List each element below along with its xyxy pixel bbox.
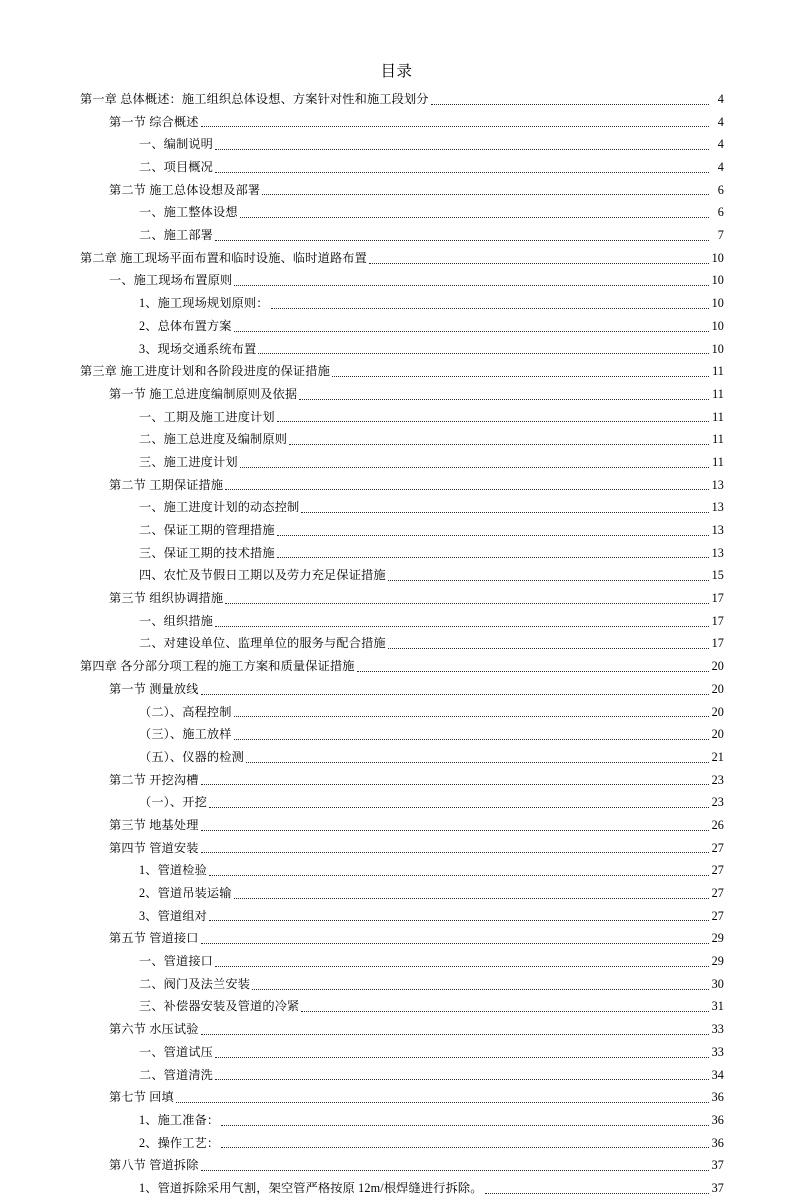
toc-entry[interactable] bbox=[80, 406, 724, 429]
toc-entry-label: 二、施工部署 bbox=[139, 228, 214, 243]
toc-leader-dots bbox=[215, 1064, 709, 1087]
toc-entry-label: 第一节 综合概述 bbox=[109, 114, 199, 129]
toc-entry[interactable] bbox=[80, 564, 724, 587]
toc-entry-label: 三、保证工期的技术措施 bbox=[139, 545, 275, 560]
toc-leader-dots bbox=[388, 564, 709, 587]
toc-entry-page-number: 20 bbox=[711, 659, 724, 674]
toc-entry-label: 第三节 地基处理 bbox=[109, 817, 199, 832]
toc-entry-page-number: 13 bbox=[711, 477, 724, 492]
toc-entry-page-number: 34 bbox=[711, 1067, 724, 1082]
toc-entry[interactable] bbox=[80, 315, 724, 338]
toc-entry-label: 第一章 总体概述：施工组织总体设想、方案针对性和施工段划分 bbox=[80, 91, 429, 106]
toc-entry-page-number: 33 bbox=[711, 1022, 724, 1037]
toc-leader-dots bbox=[215, 133, 709, 156]
toc-entry-label: 一、工期及施工进度计划 bbox=[139, 409, 275, 424]
toc-entry-label: 一、管道试压 bbox=[139, 1044, 214, 1059]
toc-entry-page-number: 20 bbox=[711, 704, 724, 719]
toc-entry[interactable] bbox=[80, 111, 724, 134]
toc-entry-page-number: 37 bbox=[711, 1158, 724, 1173]
toc-entry-label: 第六节 水压试验 bbox=[109, 1022, 199, 1037]
toc-entry[interactable] bbox=[80, 837, 724, 860]
toc-leader-dots bbox=[215, 610, 709, 633]
toc-entry[interactable] bbox=[80, 1109, 724, 1132]
toc-entry-page-number: 10 bbox=[711, 273, 724, 288]
toc-entry-label: （五）、仪器的检测 bbox=[139, 749, 244, 764]
toc-leader-dots bbox=[234, 882, 709, 905]
toc-entry[interactable] bbox=[80, 882, 724, 905]
toc-entry-page-number: 37 bbox=[711, 1180, 724, 1195]
toc-entry[interactable] bbox=[80, 723, 724, 746]
toc-leader-dots bbox=[234, 315, 709, 338]
toc-leader-dots bbox=[485, 1177, 709, 1200]
toc-leader-dots bbox=[240, 451, 709, 474]
toc-entry-page-number: 13 bbox=[711, 545, 724, 560]
toc-entry-page-number: 20 bbox=[711, 727, 724, 742]
toc-entry-label: 二、施工总进度及编制原则 bbox=[139, 432, 288, 447]
toc-entry[interactable] bbox=[80, 383, 724, 406]
toc-leader-dots bbox=[262, 179, 709, 202]
toc-entry-label: 第四章 各分部分项工程的施工方案和质量保证措施 bbox=[80, 659, 355, 674]
toc-entry-label: 3、现场交通系统布置 bbox=[139, 341, 257, 356]
toc-entry-page-number: 31 bbox=[711, 999, 724, 1014]
toc-entry-page-number: 27 bbox=[711, 908, 724, 923]
toc-leader-dots bbox=[201, 837, 709, 860]
toc-entry[interactable] bbox=[80, 133, 724, 156]
toc-entry-page-number: 29 bbox=[711, 954, 724, 969]
toc-entry[interactable] bbox=[80, 496, 724, 519]
toc-leader-dots bbox=[299, 383, 709, 406]
toc-leader-dots bbox=[388, 633, 709, 656]
toc-entry[interactable] bbox=[80, 1018, 724, 1041]
toc-entry-label: 二、保证工期的管理措施 bbox=[139, 523, 275, 538]
toc-entry-page-number: 11 bbox=[712, 364, 724, 379]
toc-entry[interactable] bbox=[80, 1086, 724, 1109]
toc-entry-page-number: 4 bbox=[717, 91, 724, 106]
toc-entry-page-number: 20 bbox=[711, 681, 724, 696]
toc-entry-label: （二）、高程控制 bbox=[139, 704, 232, 719]
toc-entry-label: 第四节 管道安装 bbox=[109, 840, 199, 855]
toc-entry-label: 第二章 施工现场平面布置和临时设施、临时道路布置 bbox=[80, 250, 367, 265]
toc-entry-page-number: 23 bbox=[711, 772, 724, 787]
toc-leader-dots bbox=[201, 769, 709, 792]
toc-entry-page-number: 27 bbox=[711, 886, 724, 901]
toc-entry-page-number: 4 bbox=[717, 160, 724, 175]
toc-entry-label: 二、项目概况 bbox=[139, 160, 214, 175]
toc-entry[interactable] bbox=[80, 519, 724, 542]
toc-entry-label: 一、组织措施 bbox=[139, 613, 214, 628]
toc-entry[interactable] bbox=[80, 1064, 724, 1087]
toc-entry-page-number: 7 bbox=[717, 228, 724, 243]
toc-leader-dots bbox=[332, 360, 709, 383]
toc-entry-page-number: 4 bbox=[717, 114, 724, 129]
toc-entry-label: 一、施工整体设想 bbox=[139, 205, 238, 220]
toc-leader-dots bbox=[225, 587, 709, 610]
toc-entry-label: 第二节 工期保证措施 bbox=[109, 477, 224, 492]
toc-entry-page-number: 29 bbox=[711, 931, 724, 946]
toc-entry-label: 2、操作工艺： bbox=[139, 1135, 220, 1150]
toc-leader-dots bbox=[431, 88, 709, 111]
toc-entry-label: 一、编制说明 bbox=[139, 137, 214, 152]
toc-entry-page-number: 27 bbox=[711, 840, 724, 855]
toc-leader-dots bbox=[201, 1018, 709, 1041]
toc-leader-dots bbox=[277, 519, 709, 542]
toc-entry-page-number: 23 bbox=[711, 795, 724, 810]
toc-entry[interactable] bbox=[80, 292, 724, 315]
toc-leader-dots bbox=[209, 791, 709, 814]
toc-leader-dots bbox=[289, 428, 709, 451]
toc-entry-label: 三、补偿器安装及管道的冷紧 bbox=[139, 999, 300, 1014]
toc-leader-dots bbox=[201, 1154, 709, 1177]
toc-entry-page-number: 26 bbox=[711, 817, 724, 832]
toc-entry[interactable] bbox=[80, 950, 724, 973]
toc-leader-dots bbox=[246, 746, 709, 769]
toc-entry[interactable] bbox=[80, 270, 724, 293]
toc-entry-label: 一、施工现场布置原则 bbox=[109, 273, 233, 288]
toc-entry-page-number: 17 bbox=[711, 591, 724, 606]
toc-entry[interactable] bbox=[80, 905, 724, 928]
table-of-contents bbox=[80, 88, 724, 1200]
page-title: 目录 bbox=[380, 63, 413, 80]
toc-entry[interactable] bbox=[80, 156, 724, 179]
toc-entry[interactable] bbox=[80, 88, 724, 111]
toc-entry-page-number: 11 bbox=[712, 432, 724, 447]
toc-entry-label: 二、对建设单位、监理单位的服务与配合措施 bbox=[139, 636, 386, 651]
toc-entry-label: 第一节 施工总进度编制原则及依据 bbox=[109, 386, 298, 401]
toc-entry[interactable] bbox=[80, 201, 724, 224]
toc-entry-label: 2、总体布置方案 bbox=[139, 318, 232, 333]
toc-leader-dots bbox=[234, 701, 709, 724]
toc-leader-dots bbox=[209, 859, 709, 882]
toc-entry[interactable] bbox=[80, 1154, 724, 1177]
toc-entry-page-number: 21 bbox=[711, 749, 724, 764]
toc-entry[interactable] bbox=[80, 678, 724, 701]
toc-entry-label: 1、施工现场规划原则： bbox=[139, 296, 269, 311]
toc-entry[interactable] bbox=[80, 1041, 724, 1064]
toc-entry-page-number: 36 bbox=[711, 1090, 724, 1105]
toc-entry[interactable] bbox=[80, 1132, 724, 1155]
toc-entry[interactable] bbox=[80, 179, 724, 202]
toc-leader-dots bbox=[234, 723, 709, 746]
toc-entry-label: 二、管道清洗 bbox=[139, 1067, 214, 1082]
toc-entry[interactable] bbox=[80, 338, 724, 361]
toc-leader-dots bbox=[221, 1132, 709, 1155]
toc-entry[interactable] bbox=[80, 859, 724, 882]
toc-entry-label: 第三节 组织协调措施 bbox=[109, 591, 224, 606]
toc-entry[interactable] bbox=[80, 973, 724, 996]
toc-entry-page-number: 11 bbox=[712, 454, 724, 469]
toc-entry[interactable] bbox=[80, 474, 724, 497]
toc-entry-label: 2、管道吊装运输 bbox=[139, 886, 232, 901]
toc-entry-page-number: 27 bbox=[711, 863, 724, 878]
toc-entry-page-number: 13 bbox=[711, 523, 724, 538]
toc-entry[interactable] bbox=[80, 428, 724, 451]
toc-leader-dots bbox=[252, 973, 709, 996]
toc-leader-dots bbox=[221, 1109, 709, 1132]
toc-entry-page-number: 33 bbox=[711, 1044, 724, 1059]
toc-leader-dots bbox=[258, 338, 709, 361]
toc-leader-dots bbox=[301, 496, 709, 519]
toc-entry-label: 第三章 施工进度计划和各阶段进度的保证措施 bbox=[80, 364, 330, 379]
toc-leader-dots bbox=[277, 542, 709, 565]
toc-entry-page-number: 13 bbox=[711, 500, 724, 515]
toc-leader-dots bbox=[271, 292, 709, 315]
toc-leader-dots bbox=[215, 1041, 709, 1064]
toc-entry-label: 第八节 管道拆除 bbox=[109, 1158, 199, 1173]
toc-leader-dots bbox=[215, 156, 709, 179]
toc-entry-label: 第七节 回填 bbox=[109, 1090, 174, 1105]
toc-entry-page-number: 30 bbox=[711, 976, 724, 991]
toc-entry[interactable] bbox=[80, 587, 724, 610]
toc-entry-label: 1、管道拆除采用气割，架空管严格按原 12m/根焊缝进行拆除。 bbox=[139, 1180, 483, 1195]
toc-leader-dots bbox=[201, 111, 709, 134]
toc-leader-dots bbox=[277, 406, 709, 429]
toc-entry-page-number: 36 bbox=[711, 1135, 724, 1150]
toc-entry-page-number: 15 bbox=[711, 568, 724, 583]
toc-entry[interactable] bbox=[80, 451, 724, 474]
toc-entry-label: 三、施工进度计划 bbox=[139, 454, 238, 469]
toc-entry[interactable] bbox=[80, 746, 724, 769]
toc-leader-dots bbox=[240, 201, 709, 224]
toc-entry[interactable] bbox=[80, 701, 724, 724]
toc-entry-label: 第二节 开挖沟槽 bbox=[109, 772, 199, 787]
toc-entry[interactable] bbox=[80, 927, 724, 950]
toc-entry-page-number: 10 bbox=[711, 318, 724, 333]
toc-entry-page-number: 10 bbox=[711, 296, 724, 311]
toc-leader-dots bbox=[234, 270, 709, 293]
toc-entry-page-number: 11 bbox=[712, 386, 724, 401]
toc-entry-label: 二、阀门及法兰安装 bbox=[139, 976, 251, 991]
toc-leader-dots bbox=[209, 905, 709, 928]
toc-entry-page-number: 10 bbox=[711, 341, 724, 356]
toc-entry-page-number: 6 bbox=[717, 205, 724, 220]
toc-entry-page-number: 6 bbox=[717, 182, 724, 197]
toc-entry-page-number: 17 bbox=[711, 636, 724, 651]
toc-entry[interactable] bbox=[80, 224, 724, 247]
toc-leader-dots bbox=[215, 224, 709, 247]
toc-entry[interactable] bbox=[80, 633, 724, 656]
toc-entry[interactable] bbox=[80, 814, 724, 837]
toc-entry[interactable] bbox=[80, 769, 724, 792]
toc-entry-page-number: 4 bbox=[717, 137, 724, 152]
toc-entry-label: 四、农忙及节假日工期以及劳力充足保证措施 bbox=[139, 568, 386, 583]
toc-entry-label: 第一节 测量放线 bbox=[109, 681, 199, 696]
toc-entry-label: 1、施工准备： bbox=[139, 1112, 220, 1127]
toc-leader-dots bbox=[215, 950, 709, 973]
toc-entry[interactable] bbox=[80, 247, 724, 270]
toc-entry-label: 1、管道检验 bbox=[139, 863, 207, 878]
toc-leader-dots bbox=[201, 927, 709, 950]
toc-entry-label: 3、管道组对 bbox=[139, 908, 207, 923]
toc-leader-dots bbox=[201, 814, 709, 837]
toc-leader-dots bbox=[176, 1086, 709, 1109]
toc-leader-dots bbox=[369, 247, 709, 270]
toc-entry-label: 一、施工进度计划的动态控制 bbox=[139, 500, 300, 515]
toc-entry[interactable] bbox=[80, 1177, 724, 1200]
toc-entry[interactable] bbox=[80, 996, 724, 1019]
toc-leader-dots bbox=[201, 678, 709, 701]
toc-entry-page-number: 10 bbox=[711, 250, 724, 265]
toc-leader-dots bbox=[225, 474, 709, 497]
toc-entry-label: 第二节 施工总体设想及部署 bbox=[109, 182, 261, 197]
toc-entry-label: （三）、施工放样 bbox=[139, 727, 232, 742]
toc-leader-dots bbox=[301, 996, 709, 1019]
toc-entry[interactable] bbox=[80, 655, 724, 678]
toc-entry[interactable] bbox=[80, 610, 724, 633]
toc-leader-dots bbox=[357, 655, 709, 678]
toc-entry-page-number: 17 bbox=[711, 613, 724, 628]
toc-entry[interactable] bbox=[80, 791, 724, 814]
toc-entry-label: 第五节 管道接口 bbox=[109, 931, 199, 946]
toc-entry-label: （一）、开挖 bbox=[139, 795, 207, 810]
toc-entry[interactable] bbox=[80, 360, 724, 383]
toc-entry[interactable] bbox=[80, 542, 724, 565]
toc-entry-page-number: 11 bbox=[712, 409, 724, 424]
toc-entry-page-number: 36 bbox=[711, 1112, 724, 1127]
toc-entry-label: 一、管道接口 bbox=[139, 954, 214, 969]
